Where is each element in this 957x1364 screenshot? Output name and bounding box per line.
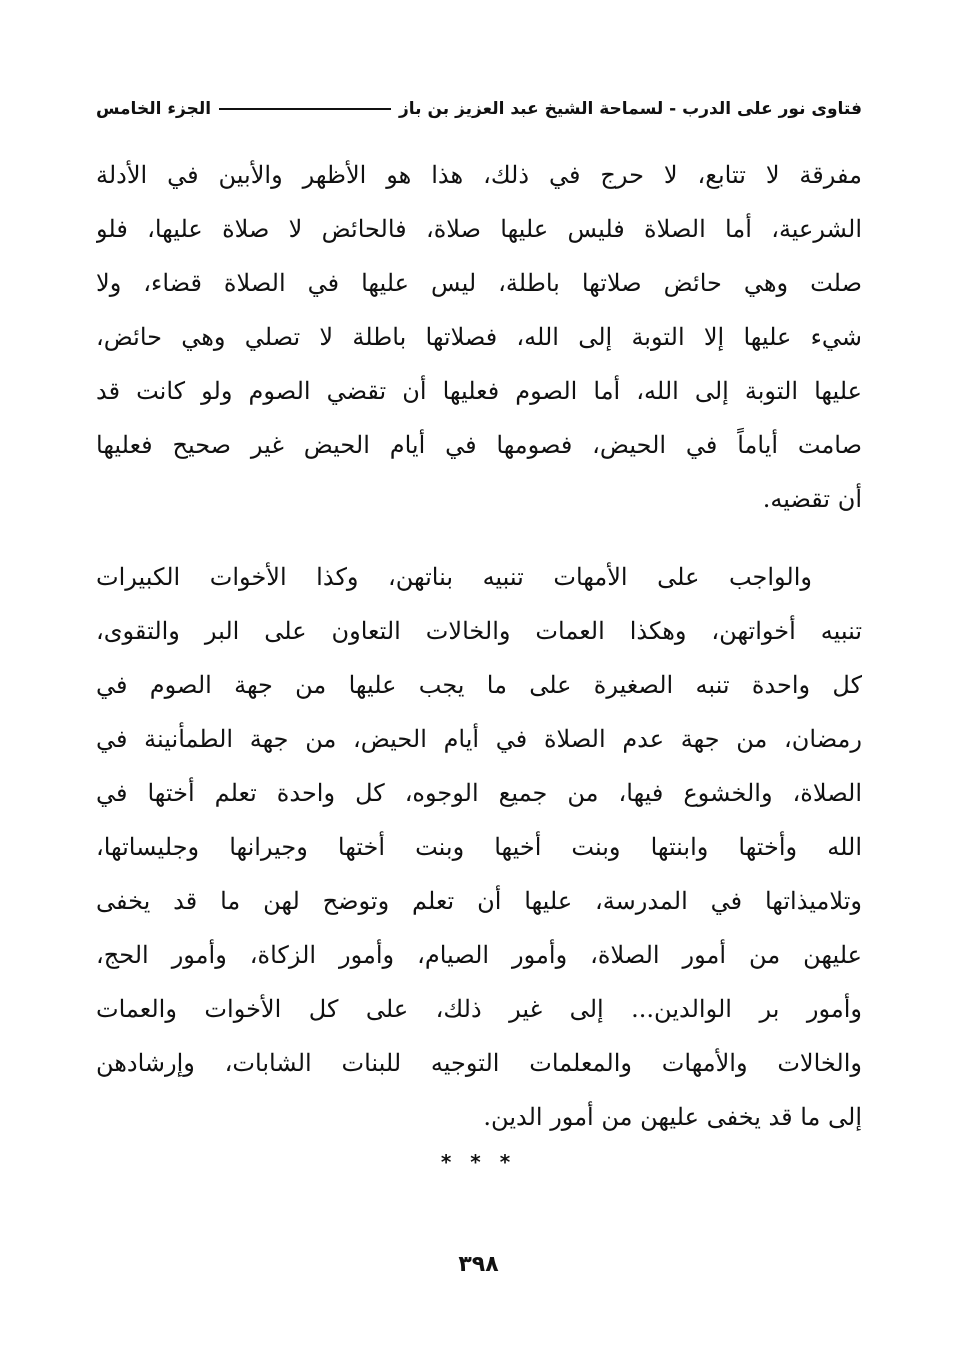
text-line: والواجب على الأمهات تنبيه بناتهن، وكذا الأخوات الكبيرات <box>96 563 812 591</box>
text-line: أن تقضيه. <box>762 485 862 513</box>
text-line: وتلاميذاتها في المدرسة، عليها أن تعلم وتوضح لهن ما قد يخفى <box>96 887 862 915</box>
text-line: عليهن من أمور الصلاة، وأمور الصيام، وأمور الزكاة، وأمور الحج، <box>96 941 862 969</box>
running-header-title: فتاوى نور على الدرب - لسماحة الشيخ عبد العزيز بن باز <box>399 99 862 119</box>
running-header-rule <box>219 108 391 110</box>
text-line: الشرعية، أما الصلاة فليس عليها صلاة، فالحائض لا صلاة عليها، فلو <box>96 215 862 243</box>
paragraph-2 <box>96 550 862 1144</box>
text-line: كل واحدة تنبه الصغيرة على ما يجب عليها من جهة الصوم في <box>96 671 862 699</box>
text-line: مفرقة لا تتابع، لا حرج في ذلك، هذا هو الأظهر والأبين في الأدلة <box>96 161 862 189</box>
running-header <box>96 94 862 124</box>
body-text <box>96 148 862 1144</box>
text-line: عليها التوبة إلى الله، أما الصوم فعليها أن تقضي الصوم ولو كانت قد <box>96 377 862 405</box>
text-line: تنبيه أخواتهن، وهكذا العمات والخالات التعاون على البر والتقوى، <box>96 617 862 645</box>
text-line: إلى ما قد يخفى عليهن من أمور الدين. <box>483 1103 862 1131</box>
text-line: رمضان، من جهة عدم الصلاة في أيام الحيض، من جهة الطمأنينة في <box>96 725 862 753</box>
running-header-volume: الجزء الخامس <box>96 99 212 119</box>
text-line: الله وأختها وابنتها وبنت أخيها وبنت أختها وجيرانها وجليساتها، <box>96 833 862 861</box>
page-number: ٣٩٨ <box>458 1252 499 1277</box>
paragraph-1 <box>96 148 862 526</box>
text-line: صامت أياماً في الحيض، فصومها في أيام الحيض غير صحيح فعليها <box>96 431 862 459</box>
text-line: والخالات والأمهات والمعلمات التوجيه للبنات الشابات، وإرشادهن <box>96 1049 862 1077</box>
text-line: الصلاة، والخشوع فيها، من جميع الوجوه، كل واحدة تعلم أختها في <box>96 779 862 807</box>
text-line: شيء عليها إلا التوبة إلى الله، فصلاتها باطلة لا تصلي وهي حائض، <box>96 323 862 351</box>
text-line: صلت وهي حائض صلاتها باطلة، ليس عليها في الصلاة قضاء، ولا <box>96 269 862 297</box>
section-ornament: * * * <box>440 1150 517 1174</box>
text-line: وأمور بر الوالدين... إلى غير ذلك، على كل الأخوات والعمات <box>96 995 862 1023</box>
